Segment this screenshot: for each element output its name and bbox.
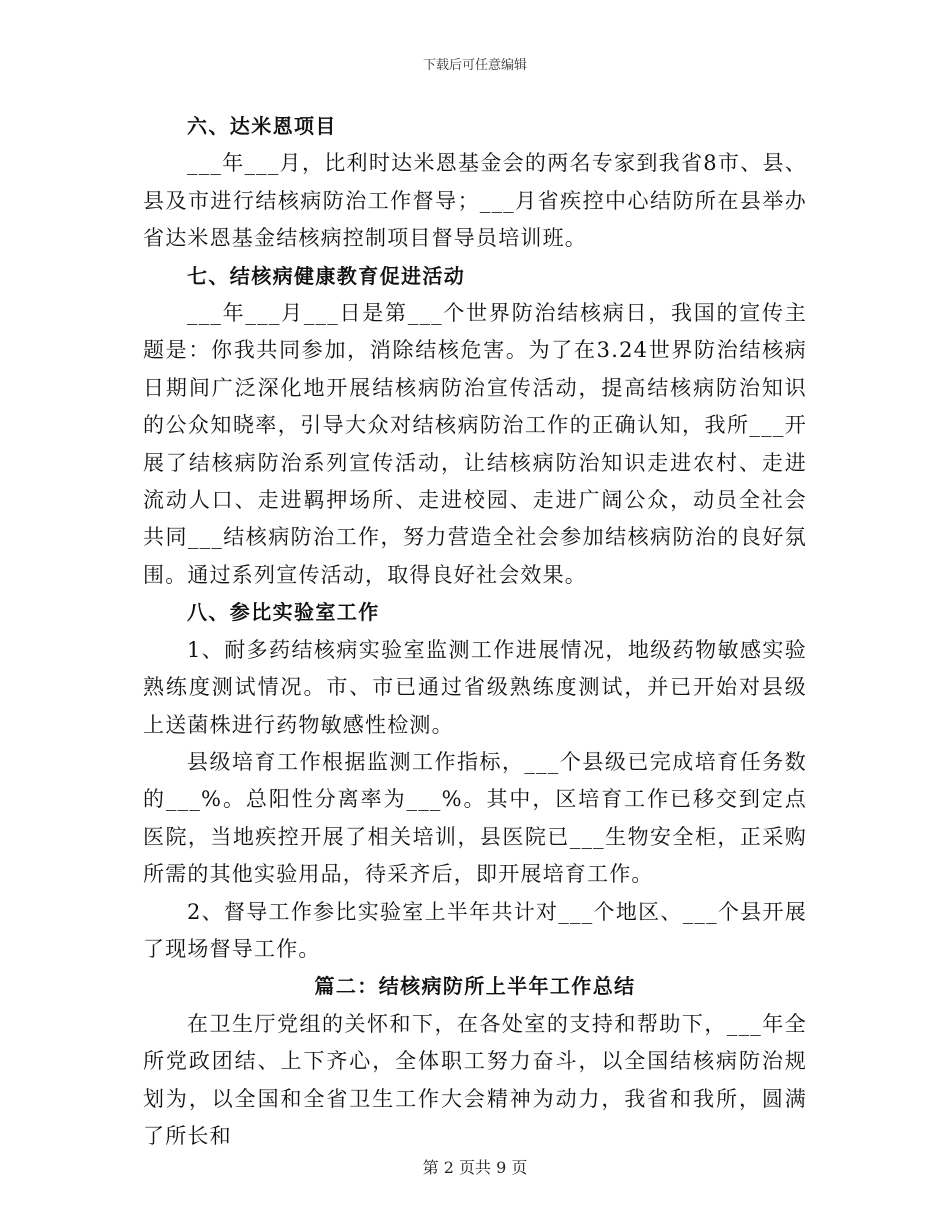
paragraph: 1、耐多药结核病实验室监测工作进展情况，地级药物敏感实验熟练度测试情况。市、市已通过省级熟练度测试，并已开始对县级上送菌株进行药物敏感性检测。 xyxy=(143,637,807,737)
paragraph: 县级培育工作根据监测工作指标，___个县级已完成培育任务数的___%。总阳性分离率为___%。其中，区培育工作已移交到定点医院，当地疾控开展了相关培训，县医院已___生物安全柜，正采购所需的其他实验用品，待采齐后，即开展培育工作。 xyxy=(143,749,807,887)
page-number: 第 2 页共 9 页 xyxy=(422,1158,528,1177)
section-heading: 六、达米恩项目 xyxy=(187,114,337,138)
chapter-title: 篇二：结核病防所上半年工作总结 xyxy=(314,974,636,999)
paragraph: 2、督导工作参比实验室上半年共计对___个地区、___个县开展了现场督导工作。 xyxy=(143,899,807,961)
paragraph: ___年___月___日是第___个世界防治结核病日，我国的宣传主题是：你我共同参加，消除结核危害。为了在3.24世界防治结核病日期间广泛深化地开展结核病防治宣传活动，提高结核病防治知识的公众知晓率，引导大众对结核病防治工作的正确认知，我所___开展了结核病防治系列宣传活动，让结核病防治知识走进农村、走进流动人口、走进羁押场所、走进校园、走进广阔公众，动员全社会共同___结核病防治工作，努力营造全社会参加结核病防治的良好氛围。通过系列宣传活动，取得良好社会效果。 xyxy=(143,301,807,587)
section-heading: 七、结核病健康教育促进活动 xyxy=(187,263,466,288)
document-body xyxy=(143,108,807,1155)
section-heading: 八、参比实验室工作 xyxy=(187,600,380,625)
header-note: 下载后可任意编辑 xyxy=(422,58,527,73)
paragraph: ___年___月，比利时达米恩基金会的两名专家到我省8市、县、县及市进行结核病防治工作督导；___月省疾控中心结防所在县举办省达米恩基金结核病控制项目督导员培训班。 xyxy=(143,151,807,251)
paragraph: 在卫生厅党组的关怀和下，在各处室的支持和帮助下，___年全所党政团结、上下齐心，全体职工努力奋斗，以全国结核病防治规划为，以全国和全省卫生工作大会精神为动力，我省和我所，圆满了所长和 xyxy=(143,1011,807,1148)
